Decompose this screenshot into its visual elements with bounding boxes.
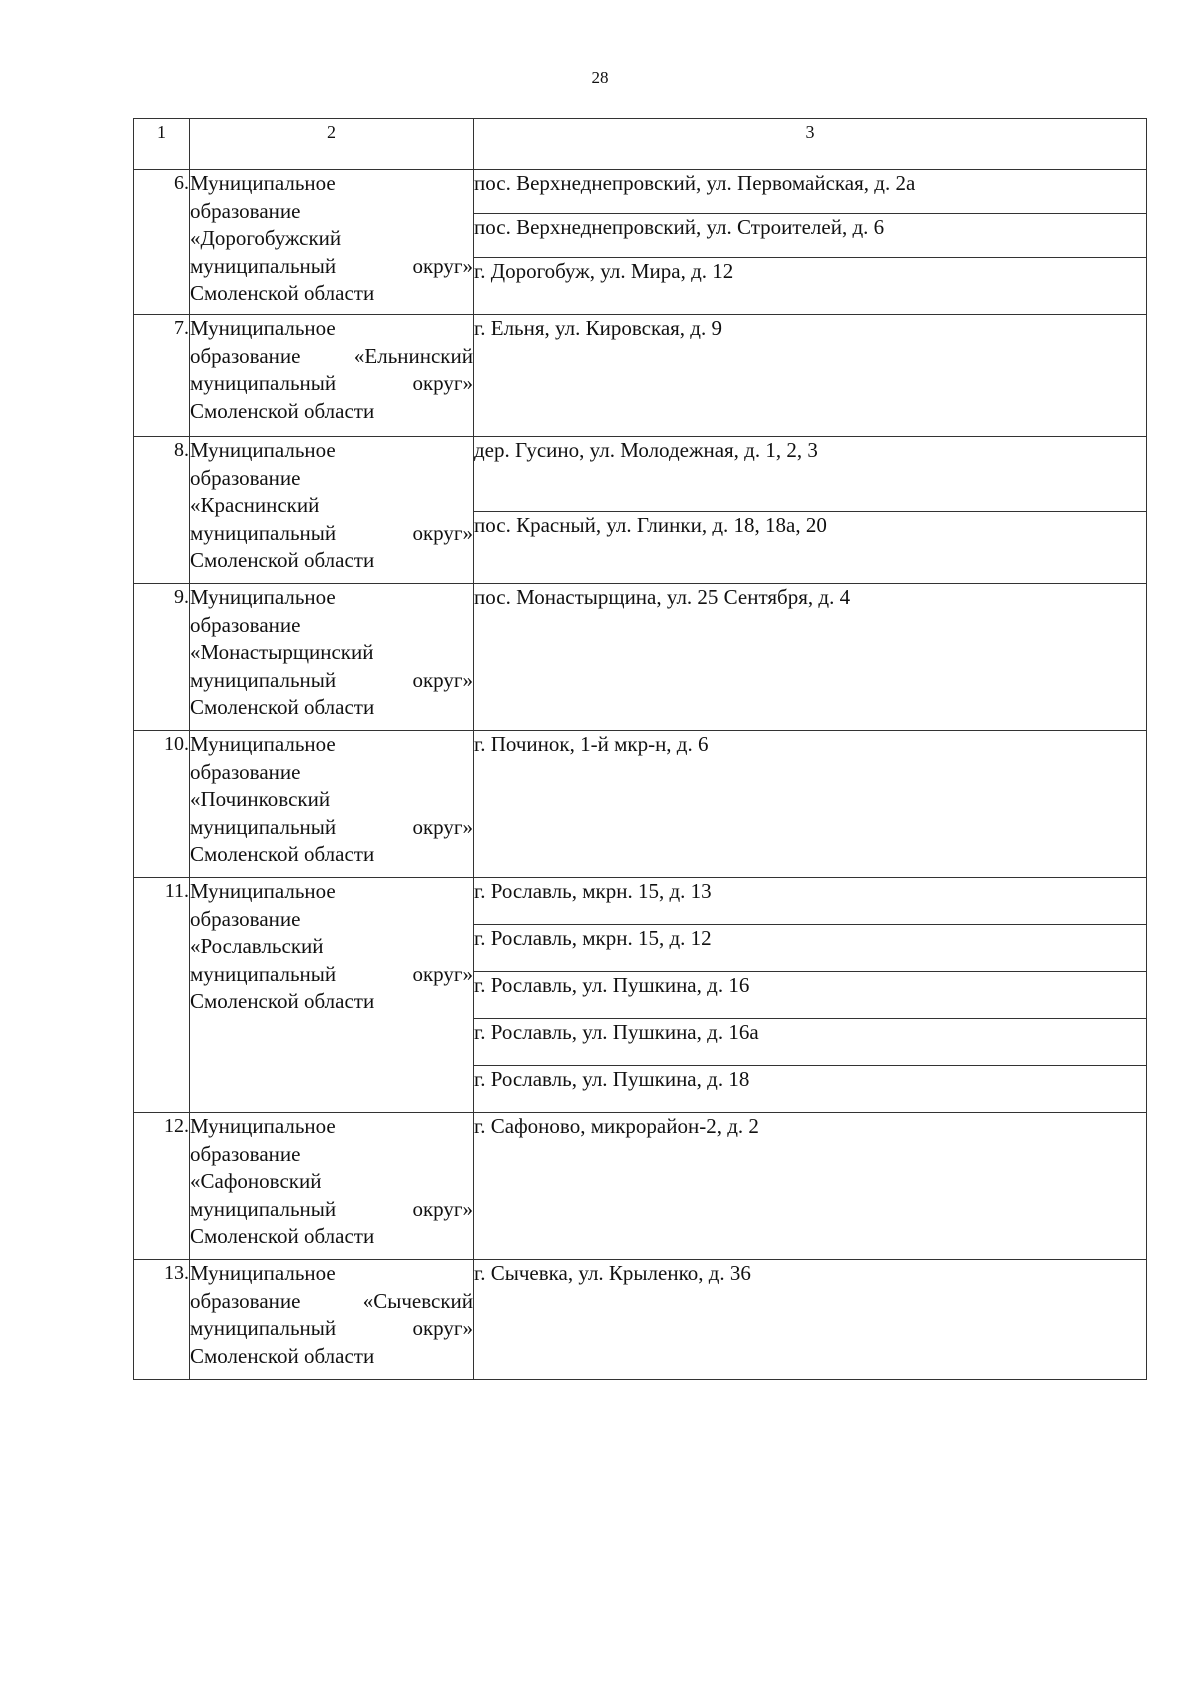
row-number: 13. <box>134 1260 190 1380</box>
municipality-name-line: Муниципальное <box>190 1261 336 1285</box>
municipality-name-word: муниципальный <box>190 814 337 839</box>
column-header-2: 2 <box>190 119 474 170</box>
municipality-name-line <box>190 343 473 371</box>
municipality-name-line: Муниципальное <box>190 438 336 462</box>
address-cell: г. Сафоново, микрорайон-2, д. 2 <box>474 1113 1147 1260</box>
address-cell: дер. Гусино, ул. Молодежная, д. 1, 2, 3 <box>474 437 1147 512</box>
municipality-name <box>190 1113 474 1260</box>
municipality-name <box>190 170 474 315</box>
municipality-name-line: «Рославльский <box>190 934 324 958</box>
address-cell: г. Ельня, ул. Кировская, д. 9 <box>474 315 1147 437</box>
municipality-name-line: Смоленской области <box>190 1224 375 1248</box>
row-number: 8. <box>134 437 190 584</box>
municipality-name-line: образование <box>190 759 301 784</box>
municipality-name-line: Муниципальное <box>190 1114 336 1138</box>
municipality-name-line: образование <box>190 465 301 490</box>
table-row <box>134 731 1147 878</box>
table-row <box>134 315 1147 437</box>
municipality-name-word: округ» <box>412 814 473 839</box>
municipality-name-line <box>190 520 473 548</box>
municipality-name <box>190 878 474 1113</box>
page-number: 28 <box>591 68 609 87</box>
row-number: 6. <box>134 170 190 315</box>
municipality-name-line: «Сафоновский <box>190 1169 322 1193</box>
municipality-name-line <box>190 667 473 695</box>
column-header-3: 3 <box>474 119 1147 170</box>
row-number: 12. <box>134 1113 190 1260</box>
municipality-name-word: «Сычевский <box>362 1288 473 1313</box>
municipality-name-line: Муниципальное <box>190 732 336 756</box>
municipality-name-line: «Монастырщинский <box>190 640 374 664</box>
address-cell: пос. Верхнеднепровский, ул. Строителей, д. 6 <box>474 214 1147 258</box>
municipality-name-line: образование <box>190 612 301 637</box>
municipality-name <box>190 315 474 437</box>
municipality-name-word: образование <box>190 343 301 368</box>
municipality-name-word: муниципальный <box>190 371 337 395</box>
municipal-address-table <box>133 118 1147 1380</box>
municipality-name-word: округ» <box>412 667 473 692</box>
municipality-name-word: округ» <box>412 520 473 545</box>
municipality-name-word: округ» <box>412 253 473 278</box>
municipality-name-line: «Починковский <box>190 787 331 811</box>
municipality-name-line <box>190 253 473 281</box>
municipality-name-line: образование <box>190 198 301 223</box>
address-cell: г. Починок, 1-й мкр-н, д. 6 <box>474 731 1147 878</box>
address-cell: г. Дорогобуж, ул. Мира, д. 12 <box>474 258 1147 315</box>
address-cell: пос. Верхнеднепровский, ул. Первомайская, д. 2а <box>474 170 1147 214</box>
address-cell: г. Сычевка, ул. Крыленко, д. 36 <box>474 1260 1147 1380</box>
municipality-name-word: «Ельнинский <box>353 343 473 368</box>
municipality-name-line: Муниципальное <box>190 879 336 903</box>
municipality-name-line <box>190 1196 473 1224</box>
municipality-name-line: Муниципальное <box>190 171 336 195</box>
table-row <box>134 170 1147 214</box>
municipality-name-word: округ» <box>412 1316 473 1340</box>
municipality-name-line: Смоленской области <box>190 695 375 719</box>
municipality-name <box>190 1260 474 1380</box>
municipality-name-line: «Дорогобужский <box>190 226 342 250</box>
address-cell: г. Рославль, ул. Пушкина, д. 16а <box>474 1019 1147 1066</box>
municipality-name-word: округ» <box>412 371 473 395</box>
row-number: 9. <box>134 584 190 731</box>
municipality-name-line <box>190 370 473 398</box>
municipality-name-word: округ» <box>412 961 473 986</box>
table-row <box>134 437 1147 512</box>
table-row <box>134 878 1147 925</box>
municipality-name-line: Муниципальное <box>190 585 336 609</box>
municipality-name <box>190 584 474 731</box>
municipality-name-word: образование <box>190 1288 301 1313</box>
municipality-name-word: округ» <box>412 1196 473 1221</box>
municipality-name-line: Смоленской области <box>190 989 375 1013</box>
row-number: 11. <box>134 878 190 1113</box>
municipality-name <box>190 437 474 584</box>
municipality-name-line: «Краснинский <box>190 493 320 517</box>
address-cell: г. Рославль, мкрн. 15, д. 13 <box>474 878 1147 925</box>
address-cell: г. Рославль, мкрн. 15, д. 12 <box>474 925 1147 972</box>
municipality-name-line: Смоленской области <box>190 281 375 305</box>
municipality-name-word: муниципальный <box>190 1316 337 1340</box>
address-cell: пос. Красный, ул. Глинки, д. 18, 18а, 20 <box>474 512 1147 584</box>
municipality-name-line: Муниципальное <box>190 316 336 340</box>
municipality-name-line: образование <box>190 906 301 931</box>
table-body <box>134 119 1147 1380</box>
table-row <box>134 584 1147 731</box>
address-cell: г. Рославль, ул. Пушкина, д. 16 <box>474 972 1147 1019</box>
municipality-name-word: муниципальный <box>190 1196 337 1221</box>
table-row <box>134 1113 1147 1260</box>
table-row <box>134 1260 1147 1380</box>
header-row <box>134 119 1147 170</box>
municipality-name-line: образование <box>190 1141 301 1166</box>
address-cell: г. Рославль, ул. Пушкина, д. 18 <box>474 1066 1147 1113</box>
municipality-name-line: Смоленской области <box>190 548 375 572</box>
municipality-name-word: муниципальный <box>190 961 337 986</box>
row-number: 7. <box>134 315 190 437</box>
municipality-name-line: Смоленской области <box>190 398 375 423</box>
municipality-name-line: Смоленской области <box>190 1343 375 1368</box>
row-number: 10. <box>134 731 190 878</box>
municipality-name-word: муниципальный <box>190 667 337 692</box>
municipality-name-line <box>190 814 473 842</box>
column-header-1: 1 <box>134 119 190 170</box>
municipality-name-line <box>190 1288 473 1316</box>
municipality-name-line: Смоленской области <box>190 842 375 866</box>
municipality-name <box>190 731 474 878</box>
municipality-name-word: муниципальный <box>190 253 337 278</box>
municipality-name-line <box>190 1315 473 1343</box>
municipality-name-line <box>190 961 473 989</box>
municipality-name-word: муниципальный <box>190 520 337 545</box>
address-cell: пос. Монастырщина, ул. 25 Сентября, д. 4 <box>474 584 1147 731</box>
